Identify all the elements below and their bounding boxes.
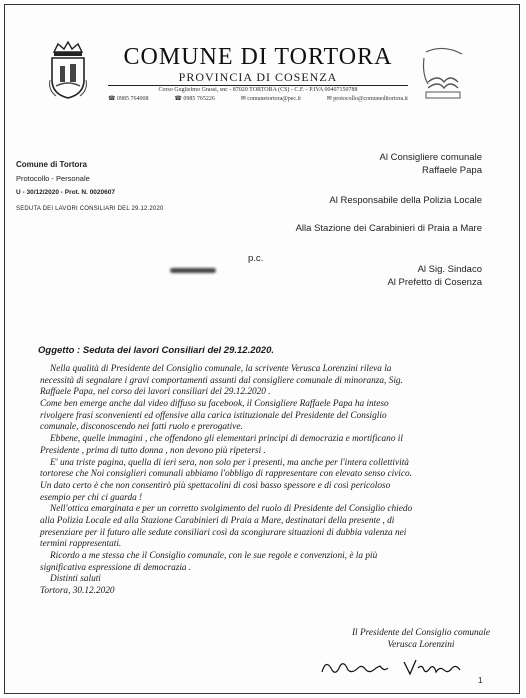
header-contacts	[108, 95, 408, 102]
municipality-title: COMUNE DI TORTORA	[123, 44, 393, 70]
mail-icon: ✉	[326, 96, 334, 102]
redacted-mark	[170, 268, 216, 273]
body-line: Ebbene, quelle immagini , che offendono gli elementari principi di democrazia e mortificano il	[50, 434, 403, 445]
body-line: Un dato certo è che non consentirò più spettacolini di così basso spessore e di così pericoloso	[40, 480, 391, 491]
province-subtitle: PROVINCIA DI COSENZA	[178, 70, 338, 84]
body-line: alla Polizia Locale ed alla Stazione Carabinieri di Praia a Mare, destinatari della presente , di	[40, 515, 395, 526]
body-line: Nella qualità di Presidente del Consiglio comunale, la scrivente Verusca Lorenzini rileva la	[50, 364, 392, 374]
handwritten-signature	[318, 654, 468, 680]
phone-number: ☎ 0985 764008	[108, 96, 149, 102]
blue-flag-logo	[418, 44, 468, 100]
protocol-email: ✉ protocollo@comuneditortora.it	[326, 96, 408, 102]
body-line: tortorese che Noi consiglieri comunali abbiamo l'obbligo di rappresentare con elevato senso civico.	[40, 469, 412, 480]
recipient-line: Alla Stazione dei Carabinieri di Praia a Mare	[295, 223, 482, 234]
body-line: Presidente , prima di tutto donna , non devono più ripetersi .	[40, 445, 266, 456]
letter-body	[40, 364, 498, 598]
closing-greeting: Distinti saluti	[50, 574, 101, 585]
phone-icon: ☎	[108, 96, 117, 102]
recipient-line: Al Responsabile della Polizia Locale	[329, 195, 482, 206]
body-line: comunale, disconoscendo nei fatti ruolo e prerogative.	[40, 422, 243, 433]
header-divider	[108, 85, 408, 86]
mail-icon: ✉	[240, 96, 248, 102]
body-line: Come ben emerge anche dal video diffuso su facebook, il Consigliere Raffaele Papa ha inteso	[40, 399, 389, 410]
cc-recipient-line: Al Sig. Sindaco	[417, 264, 482, 275]
body-line: Raffaele Papa, nel corso dei lavori consiliari del 29.12.2020 .	[40, 387, 271, 398]
municipal-crest-logo	[48, 40, 88, 100]
protocol-office: Comune di Tortora	[16, 160, 87, 169]
recipient-line: Al Consigliere comunale	[379, 152, 482, 163]
fax-number: ☎ 0985 765226	[174, 96, 215, 102]
recipient-line: Raffaele Papa	[421, 165, 482, 176]
cc-label: p.c.	[248, 253, 264, 264]
body-line: E' una triste pagina, quella di ieri sera, non solo per i presenti, ma anche per l'intera collettività	[50, 457, 409, 468]
protocol-register: Protocollo - Personale	[16, 174, 90, 183]
pec-email: ✉ comunetortora@pec.it	[240, 96, 301, 102]
body-line: Ricordo a me stessa che il Consiglio comunale, con le sue regole e convenzioni, è la più	[50, 551, 378, 561]
page-number: 1	[478, 676, 483, 685]
body-line: significativa espressione di democrazia .	[40, 562, 192, 573]
fax-icon: ☎	[174, 96, 184, 102]
subject-line: Oggetto : Seduta dei lavori Consiliari del 29.12.2020.	[38, 345, 274, 356]
body-line: esempio per chi ci guarda !	[40, 492, 143, 503]
body-line: necessità di segnalare i gravi comportamenti assunti dal consigliere comunale di minoranza, Sig.	[40, 375, 403, 386]
body-line: termini rappresentati.	[40, 539, 122, 550]
signatory-role: Il Presidente del Consiglio comunale	[351, 628, 490, 638]
body-line: presenziare per il futuro alle sedute consiliari così da scongiurare situazioni di dubbia valenza nei	[40, 527, 407, 538]
protocol-number: U - 30/12/2020 - Prot. N. 0020607	[16, 189, 116, 196]
protocol-note: SEDUTA DEI LAVORI CONSILIARI DEL 29.12.2020	[16, 206, 164, 212]
header-address: Corso Guglielmo Grassi, snc - 87020 TORTORA (CS) - C.F. - P.IVA 00407150788	[158, 87, 358, 93]
body-line: rivolgere frasi sconvenienti ed offensive alla carica istituzionale del Presidente del Consiglio	[40, 410, 387, 421]
signatory-name: Verusca Lorenzini	[387, 639, 455, 650]
cc-recipient-line: Al Prefetto di Cosenza	[387, 277, 482, 288]
body-line: Nell'ottica emarginata e per un corretto svolgimento del ruolo di Presidente del Consiglio chiedo	[50, 504, 413, 515]
protocol-stamp	[16, 160, 164, 212]
signature-block	[352, 628, 490, 651]
place-date: Tortora, 30.12.2020	[40, 586, 115, 597]
